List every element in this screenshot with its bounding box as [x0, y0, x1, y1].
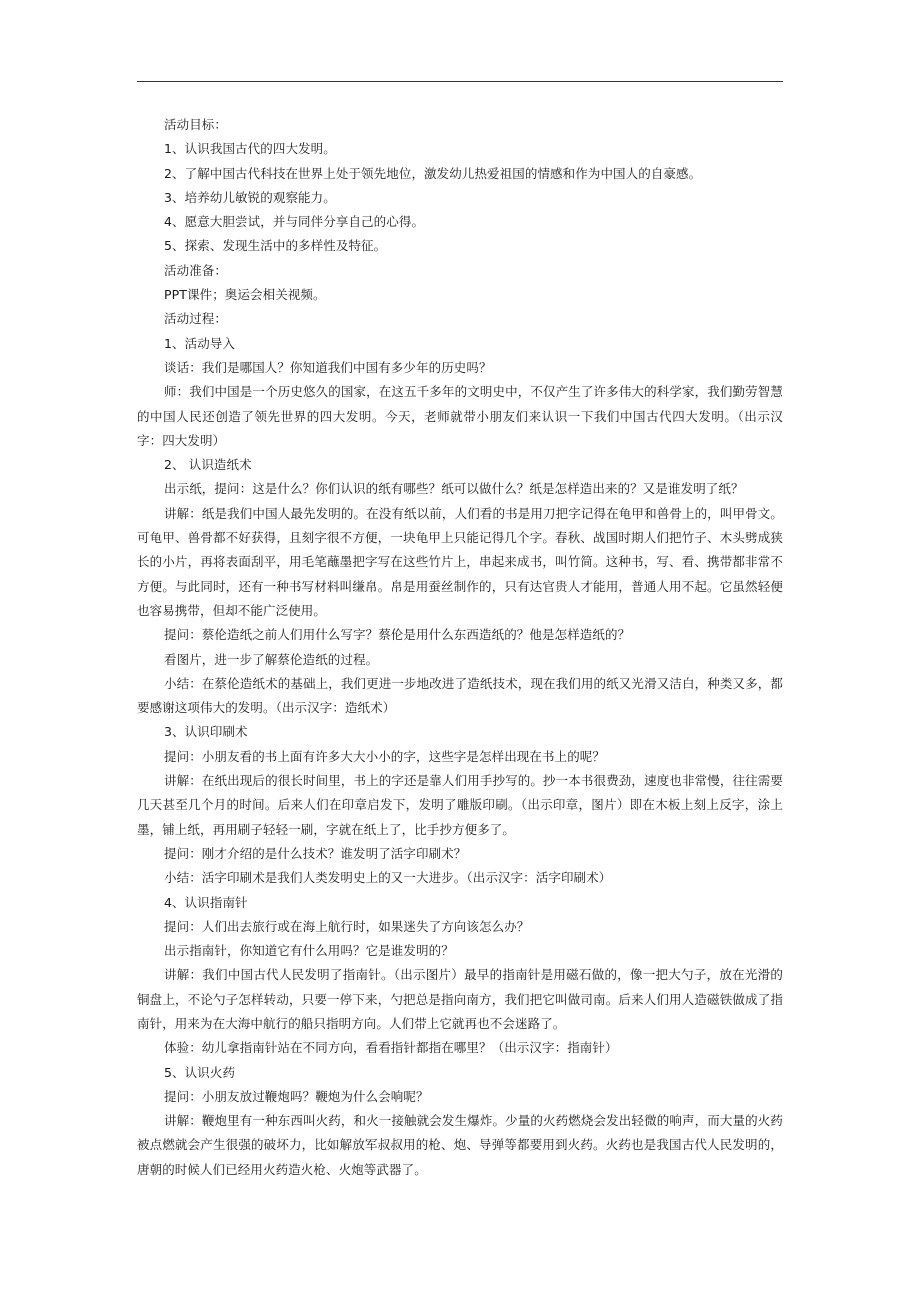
section-heading-process: 活动过程：	[164, 311, 228, 327]
paper-summary: 小结：在蔡伦造纸术的基础上，我们更进一步地改进了造纸技术，现在我们用的纸又光滑又洁白，种类又多，都要感谢这项伟大的发明。（出示汉字：造纸术）	[137, 675, 783, 716]
document-body	[137, 113, 783, 1182]
compass-show: 出示指南针，你知道它有什么用吗？它是谁发明的？	[164, 943, 454, 959]
step-heading-gunpowder: 5、认识火药	[164, 1064, 236, 1080]
goal-item-5: 5、探索、发现生活中的多样性及特征。	[164, 238, 387, 254]
gunpowder-question: 提问：小朋友放过鞭炮吗？鞭炮为什么会响呢？	[164, 1088, 429, 1104]
compass-explanation: 讲解：我们中国古代人民发明了指南针。（出示图片）最早的指南针是用磁石做的，像一把大勺子，放在光滑的铜盘上，不论勺子怎样转动，只要一停下来，勺把总是指向南方，我们把它叫做司南。后来人们用人造磁铁做成了指南针，用来为在大海中航行的船只指明方向。人们带上它就再也不会迷路了。	[137, 967, 783, 1031]
paper-question-cailun: 提问：蔡伦造纸之前人们用什么写字？蔡伦是用什么东西造纸的？他是怎样造纸的？	[164, 627, 631, 643]
goal-item-1: 1、认识我国古代的四大发明。	[164, 141, 336, 157]
goal-item-3: 3、培养幼儿敏锐的观察能力。	[164, 189, 336, 205]
goal-item-4: 4、愿意大胆尝试，并与同伴分享自己的心得。	[164, 214, 425, 230]
section-heading-goals: 活动目标：	[164, 117, 228, 132]
step-heading-compass: 4、认识指南针	[164, 894, 248, 910]
paper-question: 出示纸，提问：这是什么？你们认识的纸有哪些？纸可以做什么？纸是怎样造出来的？又是谁发明了纸？	[164, 481, 744, 497]
section-heading-preparation: 活动准备：	[164, 262, 228, 278]
paper-explanation: 讲解：纸是我们中国人最先发明的。在没有纸以前，人们看的书是用刀把字记得在龟甲和兽骨上的，叫甲骨文。可龟甲、兽骨都不好获得，且刻字很不方便，一块龟甲上只能记得几个字。春秋、战国时期人们把竹子、木头劈成狭长的小片，再将表面刮平，用毛笔蘸墨把字写在这些竹片上，串起来成书，叫竹简。这种书，写、看、携带都非常不方便。与此同时，还有一种书写材料叫缣帛。帛是用蚕丝制作的，只有达官贵人才能用，普通人用不起。它虽然轻便也容易携带，但却不能广泛使用。	[137, 505, 783, 618]
goal-item-2: 2、了解中国古代科技在世界上处于领先地位，激发幼儿热爱祖国的情感和作为中国人的自豪感。	[164, 165, 702, 181]
compass-question: 提问：人们出去旅行或在海上航行时，如果迷失了方向该怎么办？	[164, 918, 530, 934]
compass-experience: 体验：幼儿拿指南针站在不同方向，看看指针都指在哪里？（出示汉字：指南针）	[164, 1040, 618, 1056]
step-heading-intro: 1、活动导入	[164, 335, 236, 351]
printing-question: 提问：小朋友看的书上面有许多大大小小的字，这些字是怎样出现在书上的呢？	[164, 748, 606, 764]
printing-summary: 小结：活字印刷术是我们人类发明史上的又一大进步。（出示汉字：活字印刷术）	[164, 870, 612, 886]
step-heading-paper: 2、 认识造纸术	[164, 457, 252, 473]
printing-question-2: 提问：刚才介绍的是什么技术？谁发明了活字印刷术？	[164, 845, 467, 861]
preparation-text: PPT课件；奥运会相关视频。	[164, 287, 326, 303]
intro-teacher-paragraph: 师：我们中国是一个历史悠久的国家，在这五千多年的文明史中，不仅产生了许多伟大的科学家，我们勤劳智慧的中国人民还创造了领先世界的四大发明。今天，老师就带小朋友们来认识一下我们中国古代四大发明。（出示汉字：四大发明）	[137, 384, 783, 448]
header-rule	[137, 81, 783, 82]
intro-question: 谈话：我们是哪国人？你知道我们中国有多少年的历史吗？	[164, 359, 492, 375]
gunpowder-explanation: 讲解：鞭炮里有一种东西叫火药，和火一接触就会发生爆炸。少量的火药燃烧会发出轻微的响声，而大量的火药被点燃就会产生很强的破坏力，比如解放军叔叔用的枪、炮、导弹等都要用到火药。火药也是我国古代人民发明的，唐朝的时候人们已经用火药造火枪、火炮等武器了。	[137, 1113, 783, 1177]
paper-pictures: 看图片，进一步了解蔡伦造纸的过程。	[164, 651, 379, 667]
step-heading-printing: 3、认识印刷术	[164, 724, 248, 740]
printing-explanation: 讲解：在纸出现后的很长时间里，书上的字还是靠人们用手抄写的。抄一本书很费劲，速度也非常慢，往往需要几天甚至几个月的时间。后来人们在印章启发下，发明了雕版印刷。（出示印章，图片）即在木板上刻上反字，涂上墨，铺上纸，再用刷子轻轻一刷，字就在纸上了，比手抄方便多了。	[137, 773, 783, 837]
